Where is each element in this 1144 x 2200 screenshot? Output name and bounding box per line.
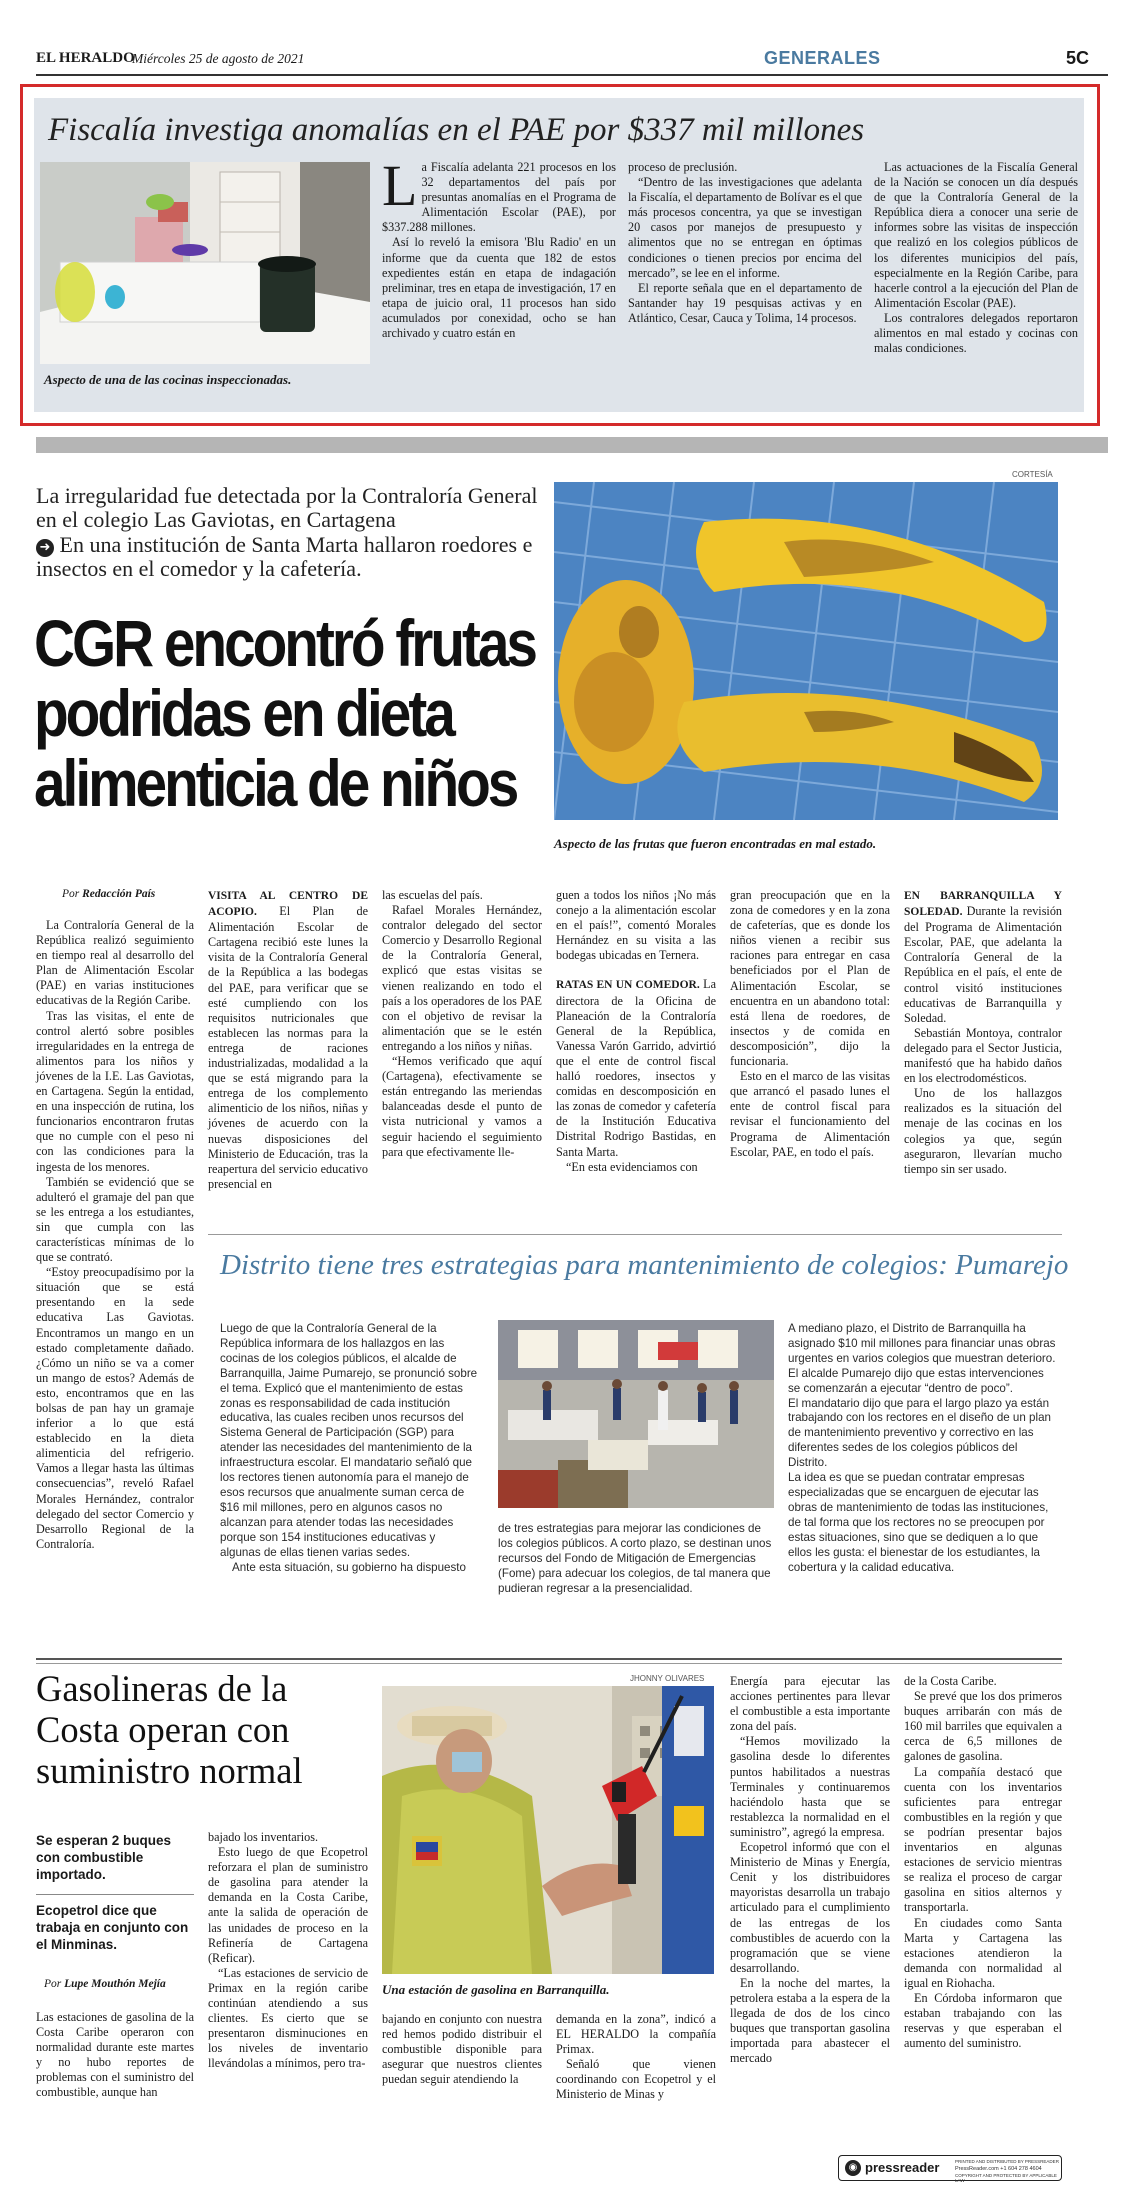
pressreader-fine-1: PRINTED AND DISTRIBUTED BY PRESSREADER	[955, 2159, 1059, 2164]
photo-credit-cortesia: CORTESÍA	[1012, 470, 1053, 479]
article-cgr-col6	[904, 888, 1062, 1177]
deck-buques: Se esperan 2 buques con combustible importado.	[36, 1833, 172, 1882]
pressreader-badge[interactable]	[838, 2155, 1062, 2181]
deck-ecopetrol: Ecopetrol dice que trabaja en conjunto con el Minminas.	[36, 1903, 189, 1952]
paragraph: La compañía destacó que cuenta con los inventarios suficientes para entregar combustibles en la región y que se podrían presentar bajos inventarios en algunas estaciones de servicio mientras se realiza el proceso de cargar gasolina en sitios alternos y transportarla.	[904, 1764, 1062, 1915]
article-gas-col2	[208, 1830, 368, 2072]
paragraph: “En esta evidenciamos con	[566, 1159, 698, 1174]
photo-credit-olivares: JHONNY OLIVARES	[630, 1674, 705, 1683]
paragraph: A mediano plazo, el Distrito de Barranquilla ha asignado $10 mil millones para financiar unas obras urgentes en varios colegios que muestran deterioro. El alcalde Pumarejo dijo que estas intervenciones se comenzarán a ejecutar “dentro de poco”.	[788, 1322, 1056, 1395]
paragraph: Ecopetrol informó que con el Ministerio de Minas y Energía, Cenit y los distribuidores mayoristas desarrolla un trabajo articulado para el cumplimiento de las entregas de los combustibles de acuerdo con la programación que se viene desarrollando.	[730, 1840, 890, 1975]
article4-top-rule	[36, 1658, 1062, 1660]
paragraph: Se prevé que los dos primeros buques arribarán con más de 160 mil barriles que equivalen a cerca de 6,5 millones de galones de gasolina.	[904, 1689, 1062, 1764]
page-header	[36, 46, 1108, 76]
paragraph: de la Costa Caribe.	[904, 1674, 997, 1688]
subhead-santa-marta	[36, 533, 546, 581]
article-pumarejo-title: Distrito tiene tres estrategias para mantenimiento de colegios: Pumarejo	[220, 1249, 1069, 1281]
article-pumarejo-right	[788, 1322, 1058, 1575]
paragraph: bajando en conjunto con nuestra red hemos podido distribuir el combustible disponible para asegurar que nuestros clientes puedan seguir atendiendo la	[382, 2012, 542, 2087]
article-cgr-col4	[556, 888, 716, 1175]
paragraph: “Hemos movilizado la gasolina desde lo diferentes puntos habilitados a nuestras Terminales y continuaremos haciéndolo hasta que se restablezca la normalidad en el suministro”, agregó la empresa.	[730, 1734, 890, 1839]
section-name: GENERALES	[764, 48, 881, 68]
paragraph: guen a todos los niños ¡No más conejo a la alimentación escolar en el país!”, comentó Morales Hernández en su visita a las bodegas ubicadas en Ternera.	[556, 888, 716, 963]
byline-prefix: Por	[44, 1978, 62, 1990]
article-gas-col4	[556, 2012, 716, 2103]
article-gas-col1	[36, 2010, 194, 2101]
paragraph: a Fiscalía adelanta 221 procesos en los 32 departamentos del país por presuntas anomalías en el Programa de Alimentación Escolar (PAE), por $337.288 millones.	[382, 160, 616, 235]
kitchen-caption: Aspecto de una de las cocinas inspeccionadas.	[44, 372, 292, 387]
article-fiscalia-col2	[628, 160, 862, 326]
article-cgr-col3	[382, 888, 542, 1160]
paragraph: Uno de los hallazgos realizados es la situación del menaje de las cocinas en los colegios ya que, según aseguraron, llevarían mucho tiempo sin ser usado.	[904, 1086, 1062, 1176]
paragraph: Rafael Morales Hernández, contralor delegado del sector Comercio y Desarrollo Regional de la Contraloría General, explicó que estas visitas se vienen realizando en todo el país a los operadores de los PAE con el objetivo de revisar la alimentación que se le estén entregando a los niños y niñas.	[382, 903, 542, 1053]
pressreader-fine-2: PressReader.com +1 604 278 4604	[955, 2166, 1042, 2172]
subhead-text: En una institución de Santa Marta hallaron roedores e insectos en el comedor y la cafetería.	[36, 532, 533, 581]
pressreader-fine-3: COPYRIGHT AND PROTECTED BY APPLICABLE LAW	[955, 2173, 1057, 2183]
paragraph: las escuelas del país.	[382, 888, 483, 902]
paragraph: Las estaciones de gasolina de la Costa Caribe operaron con normalidad durante este martes y no hubo reportes de problemas con el suministro del combustible, aunque han	[36, 2010, 194, 2100]
byline-redaccion	[62, 888, 155, 900]
headline-gasolineras: Gasolineras de la Costa operan con suministro normal	[36, 1668, 303, 1791]
gas-station-photo	[382, 1686, 714, 1974]
paragraph: Las actuaciones de la Fiscalía General de la Nación se conocen un día después de que la Contraloría General de la República diera a conocer una serie de informes sobre las visitas de inspección que realizó en los colegios públicos de los diferentes municipios del país, especialmente en la Región Caribe, para hacerle control a la ejecución del Plan de Alimentación Escolar (PAE).	[874, 160, 1078, 310]
paragraph: La Contraloría General de la República realizó seguimiento en tiempo real al desarrollo del Plan de Alimentación Escolar (PAE) en varias instituciones educativas de la Región Caribe.	[36, 918, 194, 1008]
article-cgr-col5	[730, 888, 890, 1160]
paragraph: “Estoy preocupadísimo por la situación que se está presentando en la sede educativa Las Gaviotas. Encontramos un mango en un estado completamente dañado. ¿Cómo un niño se va a comer un mango de estos? Además de esto, encontramos que en las bolsas de pan hay un gramaje inferior a lo que está establecido en la dieta alimenticia del refrigerio. Vamos a llegar hasta las últimas consecuencias”, reveló Rafael Morales Hernández, contralor delegado del sector Comercio y Desarrollo Regional de la Contraloría.	[36, 1265, 194, 1551]
article-fiscalia-title: Fiscalía investiga anomalías en el PAE por $337 mil millones	[48, 112, 865, 148]
article-cgr-col1	[36, 918, 194, 1552]
headline-cgr: CGR encontró frutas podridas en dieta alimenticia de niños	[34, 606, 535, 820]
paragraph: Ante esta situación, su gobierno ha dispuesto	[232, 1560, 466, 1574]
arrow-circle-icon: ➜	[36, 539, 54, 557]
paragraph: de tres estrategias para mejorar las condiciones de los colegios públicos. A corto plazo, se destinan unos recursos del Fondo de Mitigación de Emergencias (Fome) para adecuar los colegios, de tal manera que pudieran regresar a la presencialidad.	[498, 1522, 772, 1595]
paragraph: La directora de la Oficina de Planeación de la Contraloría General de la República, Vanessa Varón Garrido, advirtió que el ente de control fiscal halló roedores, insectos y comidas en descomposición en las zonas de comedor y cafetería de la Institución Educativa Distrital Rodrigo Bastidas, en Santa Marta.	[556, 977, 716, 1159]
school-photo	[498, 1320, 774, 1508]
page-number: 5C	[1066, 48, 1090, 68]
section-lead: EN BARRANQUILLA Y SOLEDAD.	[904, 890, 1062, 919]
paragraph: Durante la revisión del Programa de Alimentación Escolar, PAE, que adelanta la Contraloría General de la República en el país, el ente de control visitó instituciones educativas de Barranquilla y Soledad.	[904, 904, 1063, 1025]
pressreader-brand: pressreader	[865, 2160, 940, 2175]
kitchen-photo	[40, 162, 370, 364]
dropcap-letter: L	[382, 153, 418, 218]
paper-name: EL HERALDO	[36, 50, 135, 66]
article-pumarejo-left	[220, 1322, 478, 1575]
article4-top-rule-2	[36, 1663, 1062, 1664]
paragraph: En la noche del martes, la petrolera estaba a la espera de la llegada de dos de los cinco buques que transportan gasolina importada para abastecer el mercado	[730, 1975, 890, 2066]
fruits-photo	[554, 482, 1058, 820]
byline-author: Redacción País	[82, 888, 156, 900]
article-cgr-col2	[208, 888, 368, 1192]
header-rule	[36, 74, 1108, 76]
article-gas-col5	[730, 1674, 890, 2066]
paragraph: Energía para ejecutar las acciones pertinentes para llevar el combustible a esta importante zona del país.	[730, 1674, 890, 1734]
paragraph: El mandatario dijo que para el largo plazo ya están trabajando con los rectores en el diseño de un plan de mantenimiento preventivo y correctivo en las diferentes sedes de los colegios públicos del Distrito.	[788, 1396, 1051, 1470]
paragraph: proceso de preclusión.	[628, 160, 738, 174]
byline-lupe	[44, 1978, 166, 1990]
article-fiscalia-col1	[382, 153, 616, 341]
paragraph: La idea es que se puedan contratar empresas especializadas que se encarguen de ejecutar las obras de mantenimiento de todas las instituciones, de tal forma que los rectores no se preocupen por estas situaciones, sino que se dediquen a lo que ellos les gusta: el bienestar de los estudiantes, la cobertura y la calidad educativa.	[788, 1471, 1049, 1574]
paragraph: bajado los inventarios.	[208, 1830, 319, 1844]
article-pumarejo-center	[498, 1522, 774, 1597]
paragraph: “Dentro de las investigaciones que adelanta la Fiscalía, el departamento de Bolívar es el que más procesos concentra, ya que se investigan 20 casos por manejos de presupuesto y alimentos que no se entregan en óptimas condiciones o tienen precios por encima del mercado”, se lee en el informe.	[628, 175, 862, 280]
pressreader-logo-icon: ◉	[845, 2160, 861, 2176]
paragraph: demanda en la zona”, indicó a EL HERALDO la compañía Primax.	[556, 2012, 716, 2057]
paragraph: Luego de que la Contraloría General de la República informara de los hallazgos en las cocinas de los colegios públicos, el alcalde de Barranquilla, Jaime Pumarejo, se pronunció sobre el tema. Explicó que el mantenimiento de estas zonas es responsabilidad de cada institución educativa, las cuales reciben unos recursos del Sistema General de Participación (SGP) para atender las necesidades del mantenimiento de la infraestructura escolar. El mandatario señaló que los rectores tienen autonomía para el manejo de esos recursos que anualmente suman cerca de $16 mil millones, pero en algunos casos no alcanzan para atender todas las necesidades porque son 154 instituciones educativas y algunas de ellas tienen varias sedes.	[220, 1322, 478, 1559]
paragraph: Señaló que vienen coordinando con Ecopetrol y el Ministerio de Minas y	[556, 2057, 716, 2102]
paragraph: “Hemos verificado que aquí (Cartagena), efectivamente se están entregando las meriendas balanceadas desde el punto de vista nutricional y vamos a seguir haciendo el seguimiento para que efectivamente lle-	[382, 1054, 542, 1159]
subhead-detected: La irregularidad fue detectada por la Contraloría General en el colegio Las Gaviotas, en Cartagena	[36, 483, 538, 532]
paragraph: Así lo reveló la emisora 'Blu Radio' en un informe que da cuenta que 182 de estos expedientes están en etapa de indagación preliminar, tres en etapa de investigación, 17 en etapa de juicio oral, 11 procesos han sido acumulados por conexidad, ocho se han archivado y cuatro están en	[382, 235, 616, 341]
article-gas-col3	[382, 2012, 542, 2087]
section-lead: VISITA AL CENTRO DE ACOPIO.	[208, 890, 368, 919]
gas-caption: Una estación de gasolina en Barranquilla.	[382, 1982, 610, 1997]
article-gas-col6	[904, 1674, 1062, 2051]
paragraph: En ciudades como Santa Marta y Cartagena las estaciones atendieron la demanda con normalidad al igual en Riohacha.	[904, 1915, 1062, 1990]
paragraph: gran preocupación que en la zona de comedores y en la zona de cafeterías, que es donde los niños vienen a recibir sus raciones para entregar en casa beneficiados por el Plan de Alimentación Escolar, se encuentra en un abandono total: está llena de roedores, de insectos y de comida en descomposición”, dijo la funcionaria.	[730, 888, 890, 1069]
paragraph: Esto en el marco de las visitas que arrancó el pasado lunes el ente de control fiscal para revisar el funcionamiento del Programa de Alimentación Escolar, PAE, en todo el país.	[730, 1069, 890, 1159]
paragraph: También se evidenció que se adulteró el gramaje del pan que se les entrega a los estudiantes, sin que cumpla con las características mínimas de lo que se contrató.	[36, 1174, 194, 1265]
paragraph: Esto luego de que Ecopetrol reforzara el plan de suministro de gasolina para atender la demanda en la Costa Caribe, ante la salida de operación de las unidades de proceso en la Refinería de Cartagena (Reficar).	[208, 1845, 368, 1965]
fruits-caption: Aspecto de las frutas que fueron encontradas en mal estado.	[554, 836, 877, 851]
paragraph: Tras las visitas, el ente de control alertó sobre posibles irregularidades en la entrega de alimentos para los niños y jóvenes de la I.E. Las Gaviotas, en Cartagena. Según la entidad, en una inspección de rutina, los funcionarios encontraron frutas que no cumple con el peso ni con las condiciones para la ingesta de los menores.	[36, 1008, 194, 1174]
section-lead: RATAS EN UN COMEDOR.	[556, 979, 700, 992]
byline-prefix: Por	[62, 888, 80, 900]
paragraph: Los contralores delegados reportaron alimentos en mal estado y cocinas con malas condiciones.	[874, 310, 1078, 356]
byline-author: Lupe Mouthón Mejía	[64, 1978, 166, 1990]
paragraph: El reporte señala que en el departamento de Santander hay 19 pesquisas activas y en Atlántico, Cesar, Cauca y Tolima, 14 procesos.	[628, 280, 862, 325]
paragraph: El Plan de Alimentación Escolar de Cartagena recibió este lunes la visita de la Contraloría General de la República a las bodegas del PAE, para verificar que se esté cumpliendo con los requisitos nutricionales que establecen las normas para la entrega de raciones industrializadas, modalidad a la que se está migrando para la entrega de los complemento alimenticio de los niños, niñas y jóvenes de acuerdo con la nuevas disposiciones del Ministerio de Educación, tras la reapertura del servicio educativo presencial en	[208, 904, 368, 1191]
paragraph: En Córdoba informaron que estaban trabajando con las reservas y que esperaban el aumento del suministro.	[904, 1990, 1062, 2051]
deck-separator	[36, 1894, 194, 1895]
paragraph: “Las estaciones de servicio de Primax en la región caribe continúan atendiendo a sus clientes. Es cierto que se presentaron disminuciones en los niveles de inventario llevándolas a mínimos, pero tra-	[208, 1965, 368, 2071]
paragraph: Sebastián Montoya, contralor delegado para el Sector Justicia, manifestó que ha habido daños en los electrodomésticos.	[904, 1025, 1062, 1086]
article3-top-rule	[208, 1234, 1062, 1235]
section-separator-bar	[36, 437, 1108, 453]
issue-date: Miércoles 25 de agosto de 2021	[132, 51, 305, 66]
article-fiscalia-col3	[874, 160, 1078, 356]
